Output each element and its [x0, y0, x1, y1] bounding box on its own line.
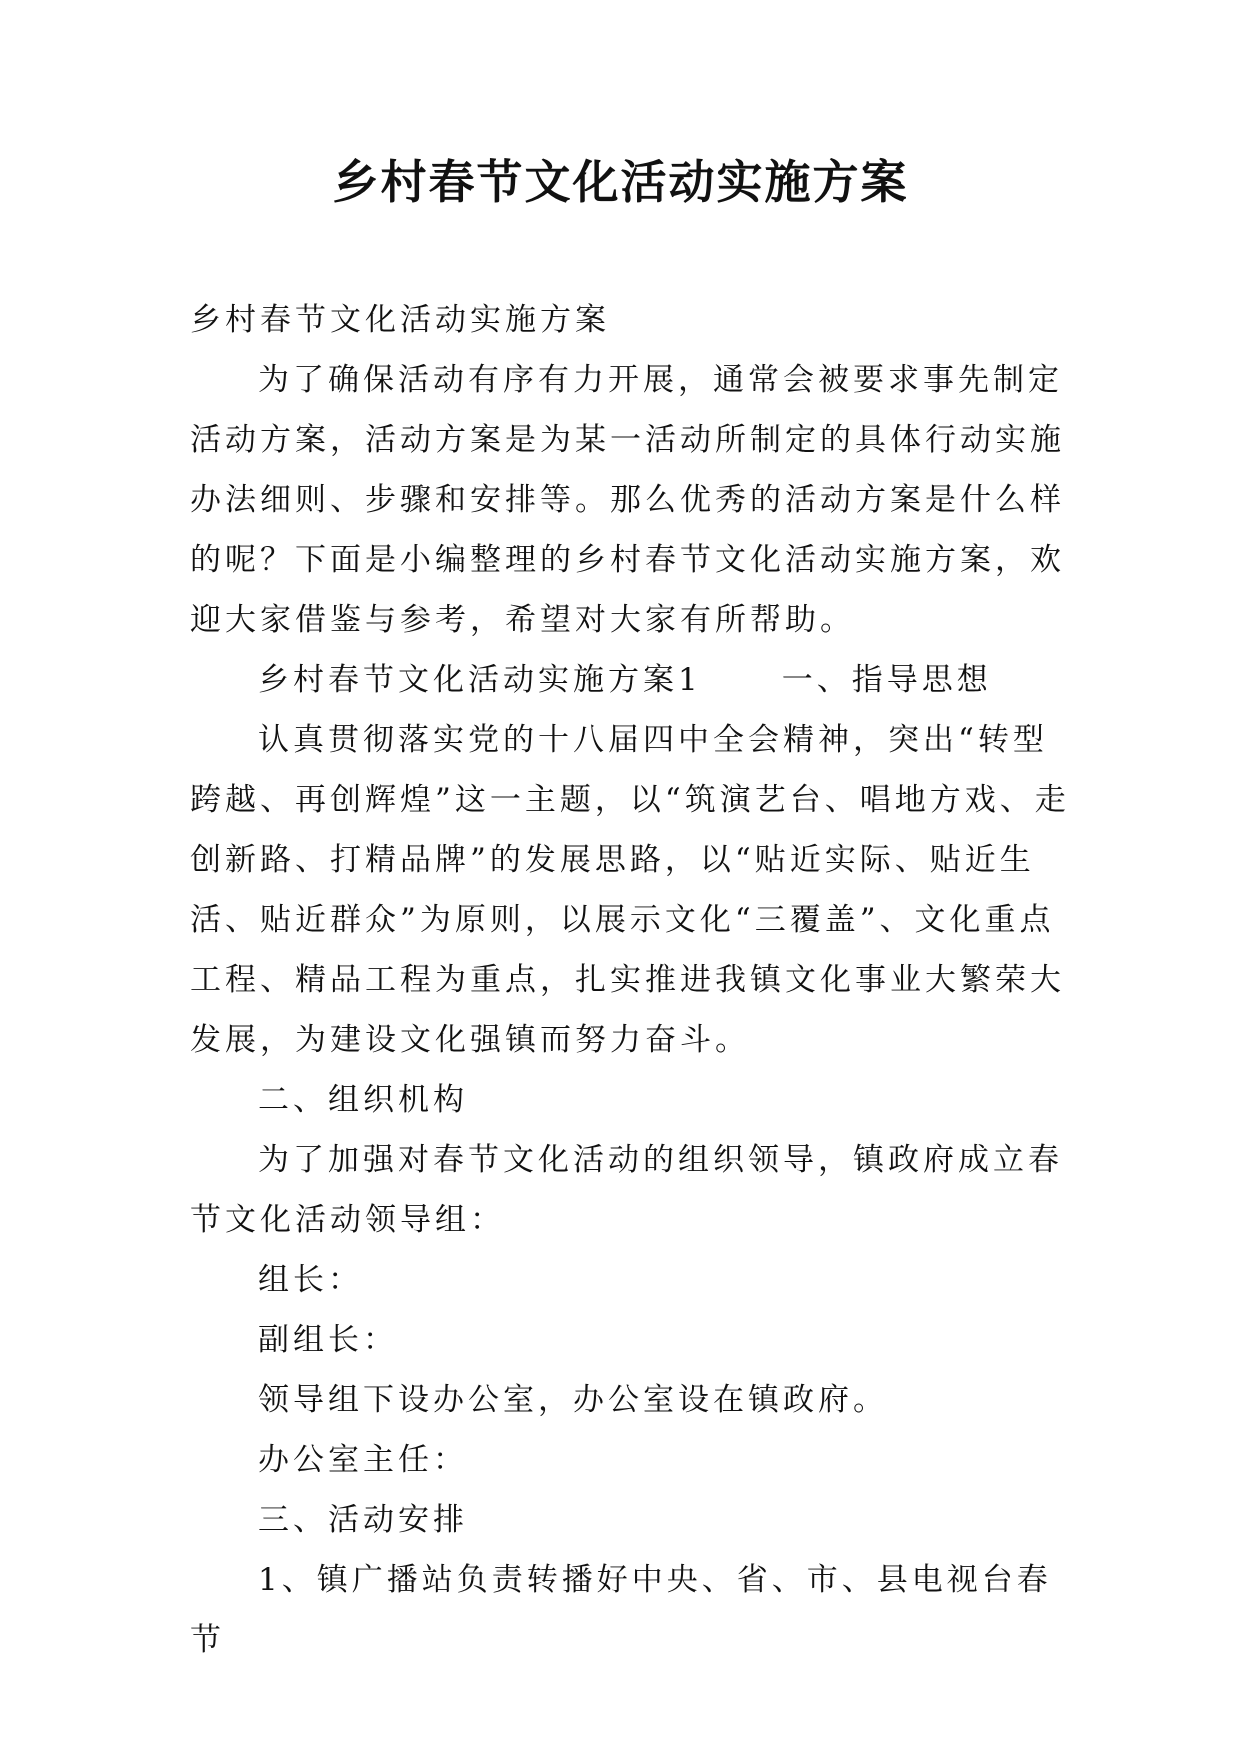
section-heading-activities: 三、活动安排	[258, 1502, 468, 1538]
section-heading-organization: 二、组织机构	[258, 1082, 468, 1118]
paragraph-guiding-thought: 认真贯彻落实党的十八届四中全会精神，突出“转型跨越、再创辉煌”这一主题，以“筑演艺台、唱地方戏、走创新路、打精品牌”的发展思路，以“贴近实际、贴近生活、贴近群众”为原则，以展示文化“三覆盖”、文化重点工程、精品工程为重点，扎实推进我镇文化事业大繁荣大发展，为建设文化强镇而努力奋斗。	[190, 722, 1070, 1058]
paragraph-group-leader: 组长：	[258, 1262, 363, 1298]
document-body	[190, 290, 1070, 1670]
paragraph-office-director: 办公室主任：	[258, 1442, 468, 1478]
plan-number-label: 乡村春节文化活动实施方案1	[258, 662, 702, 698]
paragraph-section-title	[190, 650, 1070, 710]
document-title: 乡村春节文化活动实施方案	[332, 155, 909, 209]
paragraph-organization: 为了加强对春节文化活动的组织领导，镇政府成立春节文化活动领导组：	[190, 1142, 1063, 1238]
paragraph-deputy-leader: 副组长：	[258, 1322, 398, 1358]
paragraph-intro: 为了确保活动有序有力开展，通常会被要求事先制定活动方案，活动方案是为某一活动所制定的具体行动实施办法细则、步骤和安排等。那么优秀的活动方案是什么样的呢？下面是小编整理的乡村春节文化活动实施方案，欢迎大家借鉴与参考，希望对大家有所帮助。	[190, 362, 1065, 638]
paragraph-activity-1: 1、镇广播站负责转播好中央、省、市、县电视台春节	[190, 1562, 1052, 1658]
section-heading-guiding-thought: 一、指导思想	[781, 662, 992, 698]
paragraph-office: 领导组下设办公室，办公室设在镇政府。	[258, 1382, 888, 1418]
paragraph-heading-repeat: 乡村春节文化活动实施方案	[190, 302, 610, 338]
